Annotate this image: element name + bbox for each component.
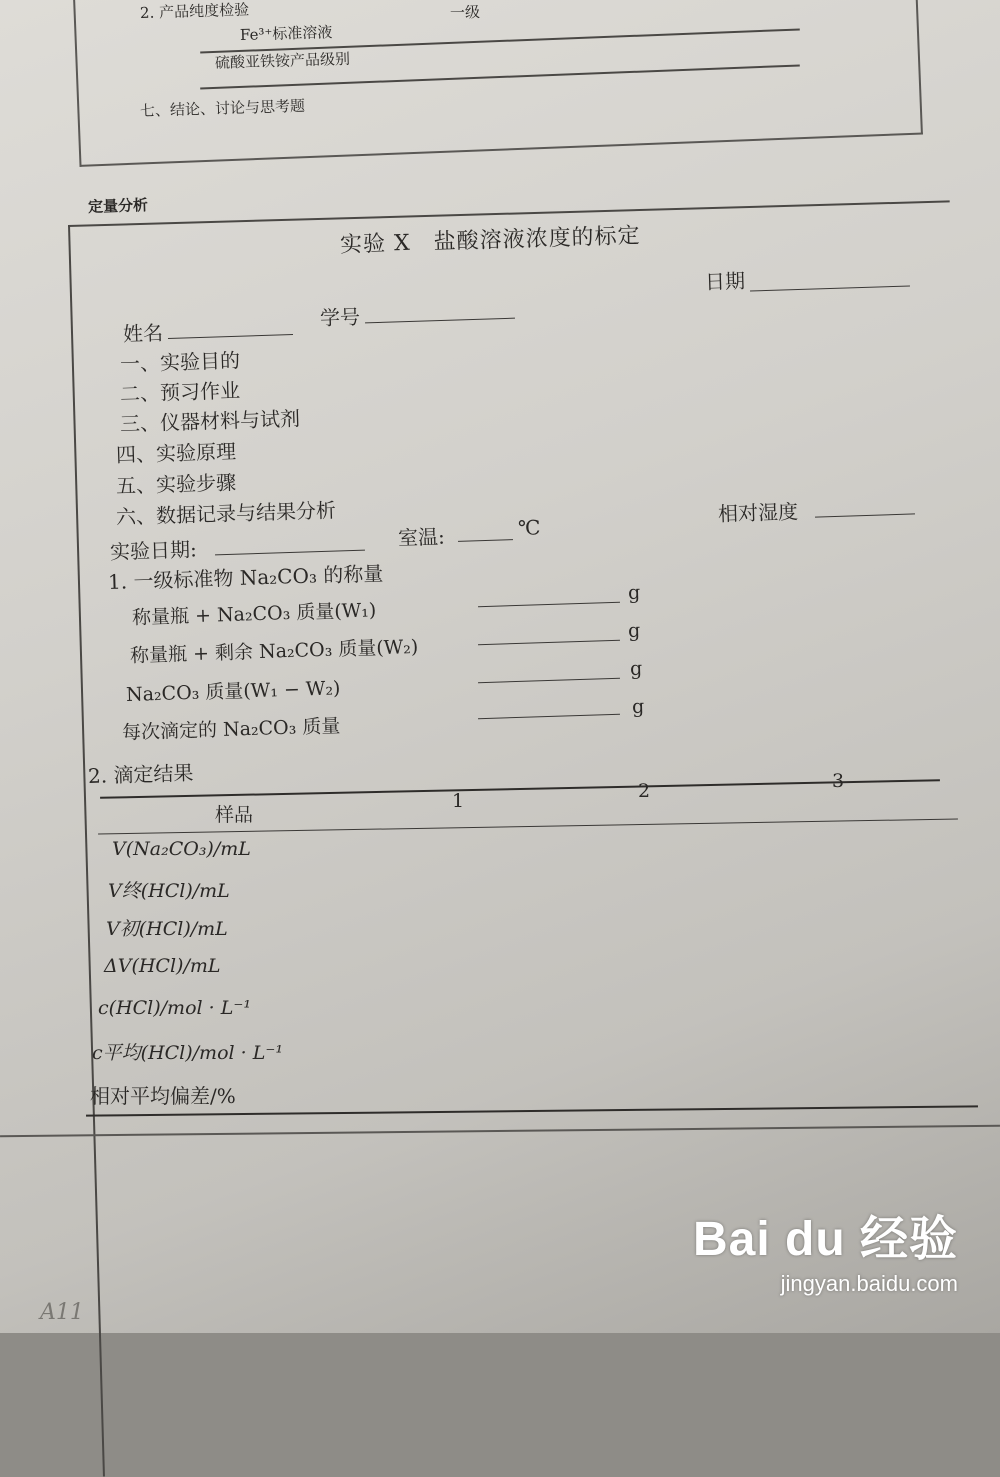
baidu-logo: Bai du 经验 (692, 1213, 958, 1266)
name-label: 姓名 (122, 320, 164, 346)
conclusion-label: 七、结论、讨论与思考题 (139, 96, 306, 120)
table-row-v-initial: V初(HCl)/mL (106, 918, 228, 940)
weighing-row-3: Na₂CO₃ 质量(W₁ − W₂) (125, 677, 341, 706)
room-temp-label: 室温: (397, 524, 446, 550)
table-row-v-na2co3: V(Na₂CO₃)/mL (112, 838, 251, 860)
humidity-label: 相对湿度 (717, 499, 799, 526)
fe-standard-label: Fe³⁺标准溶液 (239, 23, 333, 44)
section-data: 六、数据记录与结果分析 (115, 498, 337, 529)
previous-section-box (72, 0, 923, 167)
grade-label: 一级 (449, 3, 481, 22)
weighing-heading: 1. 一级标准物 Na₂CO₃ 的称量 (107, 561, 384, 594)
section-purpose: 一、实验目的 (119, 348, 241, 376)
section-principle: 四、实验原理 (115, 439, 237, 467)
product-grade-label: 硫酸亚铁铵产品级别 (214, 49, 351, 72)
weighing-unit-3: g (629, 657, 643, 680)
watermark-site: jingyan.baidu.com (780, 1271, 958, 1296)
temp-unit: ℃ (517, 515, 541, 540)
col-header-3: 3 (832, 770, 845, 792)
section-steps: 五、实验步骤 (115, 470, 237, 498)
exp-date-label: 实验日期: (109, 537, 198, 564)
weighing-row-2: 称量瓶 + 剩余 Na₂CO₃ 质量(W₂) (129, 635, 419, 667)
col-header-1: 1 (452, 790, 465, 812)
baidu-watermark (693, 1200, 958, 1297)
col-header-2: 2 (638, 780, 651, 802)
table-row-delta-v: ΔV(HCl)/mL (104, 955, 221, 977)
section-preview: 二、预习作业 (119, 378, 241, 406)
table-row-v-final: V终(HCl)/mL (108, 880, 230, 902)
weighing-unit-4: g (631, 695, 645, 718)
date-label: 日期 (704, 268, 746, 294)
weighing-unit-2: g (627, 619, 641, 642)
weighing-row-1: 称量瓶 + Na₂CO₃ 质量(W₁) (131, 599, 377, 629)
table-row-c-average: c平均(HCl)/mol · L⁻¹ (92, 1042, 283, 1064)
titration-heading: 2. 滴定结果 (87, 760, 194, 788)
col-sample-header: 样品 (215, 804, 254, 826)
table-row-relative-deviation: 相对平均偏差/% (90, 1084, 236, 1108)
page-footer-mark: A11 (40, 1300, 84, 1325)
student-id-label: 学号 (319, 304, 361, 330)
purity-test-label: 2. 产品纯度检验 (139, 0, 250, 22)
table-row-c-hcl: c(HCl)/mol · L⁻¹ (98, 997, 251, 1019)
section-materials: 三、仪器材料与试剂 (119, 406, 301, 436)
page-title: 实验 X 盐酸溶液浓度的标定 (339, 223, 641, 258)
header-label: 定量分析 (87, 195, 149, 217)
weighing-unit-1: g (627, 581, 641, 604)
weighing-row-4: 每次滴定的 Na₂CO₃ 质量 (121, 715, 341, 744)
